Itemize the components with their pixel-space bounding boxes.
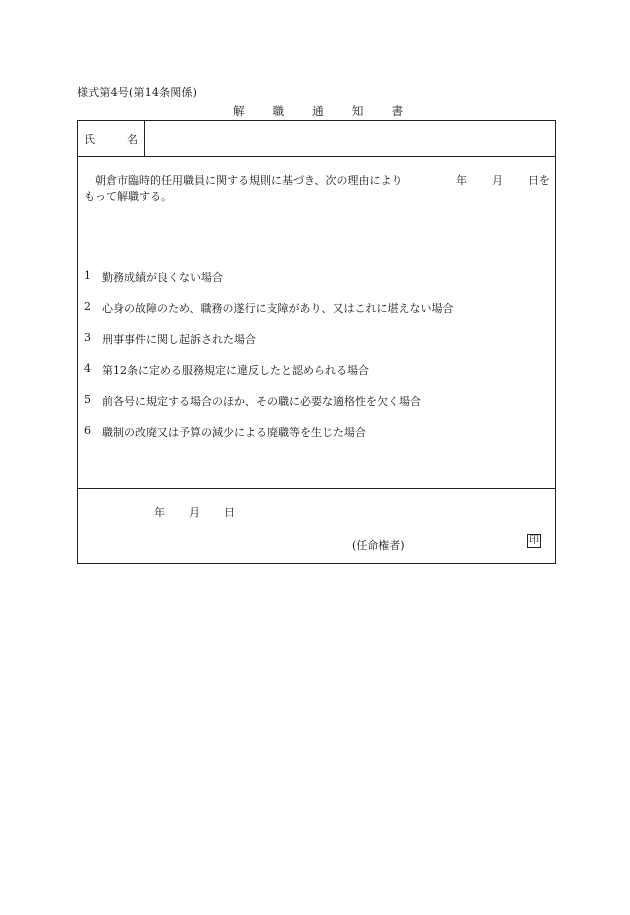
name-label-char: 氏 (84, 132, 95, 146)
title-char: 職 (272, 104, 285, 118)
document-title (233, 103, 403, 119)
intro-paragraph (84, 173, 550, 205)
intro-day: 日を (528, 174, 550, 187)
seal-mark: 印 (529, 535, 539, 546)
reason-number: 5 (84, 393, 91, 406)
reason-text: 職制の改廃又は予算の減少による廃職等を生じた場合 (102, 426, 366, 439)
appointer-label: (任命権者) (352, 539, 405, 552)
reason-text: 第12条に定める服務規定に違反したと認められる場合 (102, 364, 369, 377)
reason-number: 3 (84, 331, 91, 344)
intro-line-2: もって解職する。 (84, 190, 172, 203)
intro-month: 月 (492, 174, 503, 187)
name-label-char: 名 (127, 132, 138, 146)
reason-text: 刑事事件に関し起訴された場合 (102, 333, 256, 346)
reason-item (84, 393, 544, 424)
reason-text: 心身の故障のため、職務の遂行に支障があり、又はこれに堪えない場合 (102, 302, 454, 315)
reason-item (84, 424, 544, 455)
notice-body (78, 157, 555, 489)
intro-year: 年 (456, 174, 467, 187)
reason-item (84, 362, 544, 393)
reason-text: 勤務成績が良くない場合 (102, 271, 223, 284)
title-char: 通 (312, 104, 324, 118)
name-label (78, 121, 145, 156)
reason-number: 2 (84, 300, 91, 313)
reason-number: 4 (84, 362, 91, 375)
reason-number: 1 (84, 269, 91, 282)
name-row (78, 121, 555, 157)
reason-item (84, 300, 544, 331)
intro-text: 朝倉市臨時的任用職員に関する規則に基づき、次の理由により (95, 174, 403, 187)
form-number: 様式第4号(第14条関係) (77, 86, 198, 99)
reason-item (84, 269, 544, 300)
title-char: 解 (233, 104, 245, 118)
intro-line-1 (84, 173, 550, 189)
title-char: 知 (351, 104, 364, 118)
name-field[interactable] (146, 121, 555, 156)
issue-year: 年 (154, 506, 165, 519)
reason-text: 前各号に規定する場合のほか、その職に必要な適格性を欠く場合 (102, 395, 421, 408)
issue-day: 日 (224, 506, 235, 519)
issue-date (154, 504, 235, 520)
reason-item (84, 331, 544, 362)
reason-number: 6 (84, 424, 91, 437)
intro-date (450, 173, 550, 189)
title-char: 書 (391, 104, 403, 118)
dismissal-notice-form (77, 120, 556, 564)
issue-month: 月 (189, 506, 200, 519)
reasons-list (84, 269, 544, 455)
signature-section (78, 489, 555, 564)
